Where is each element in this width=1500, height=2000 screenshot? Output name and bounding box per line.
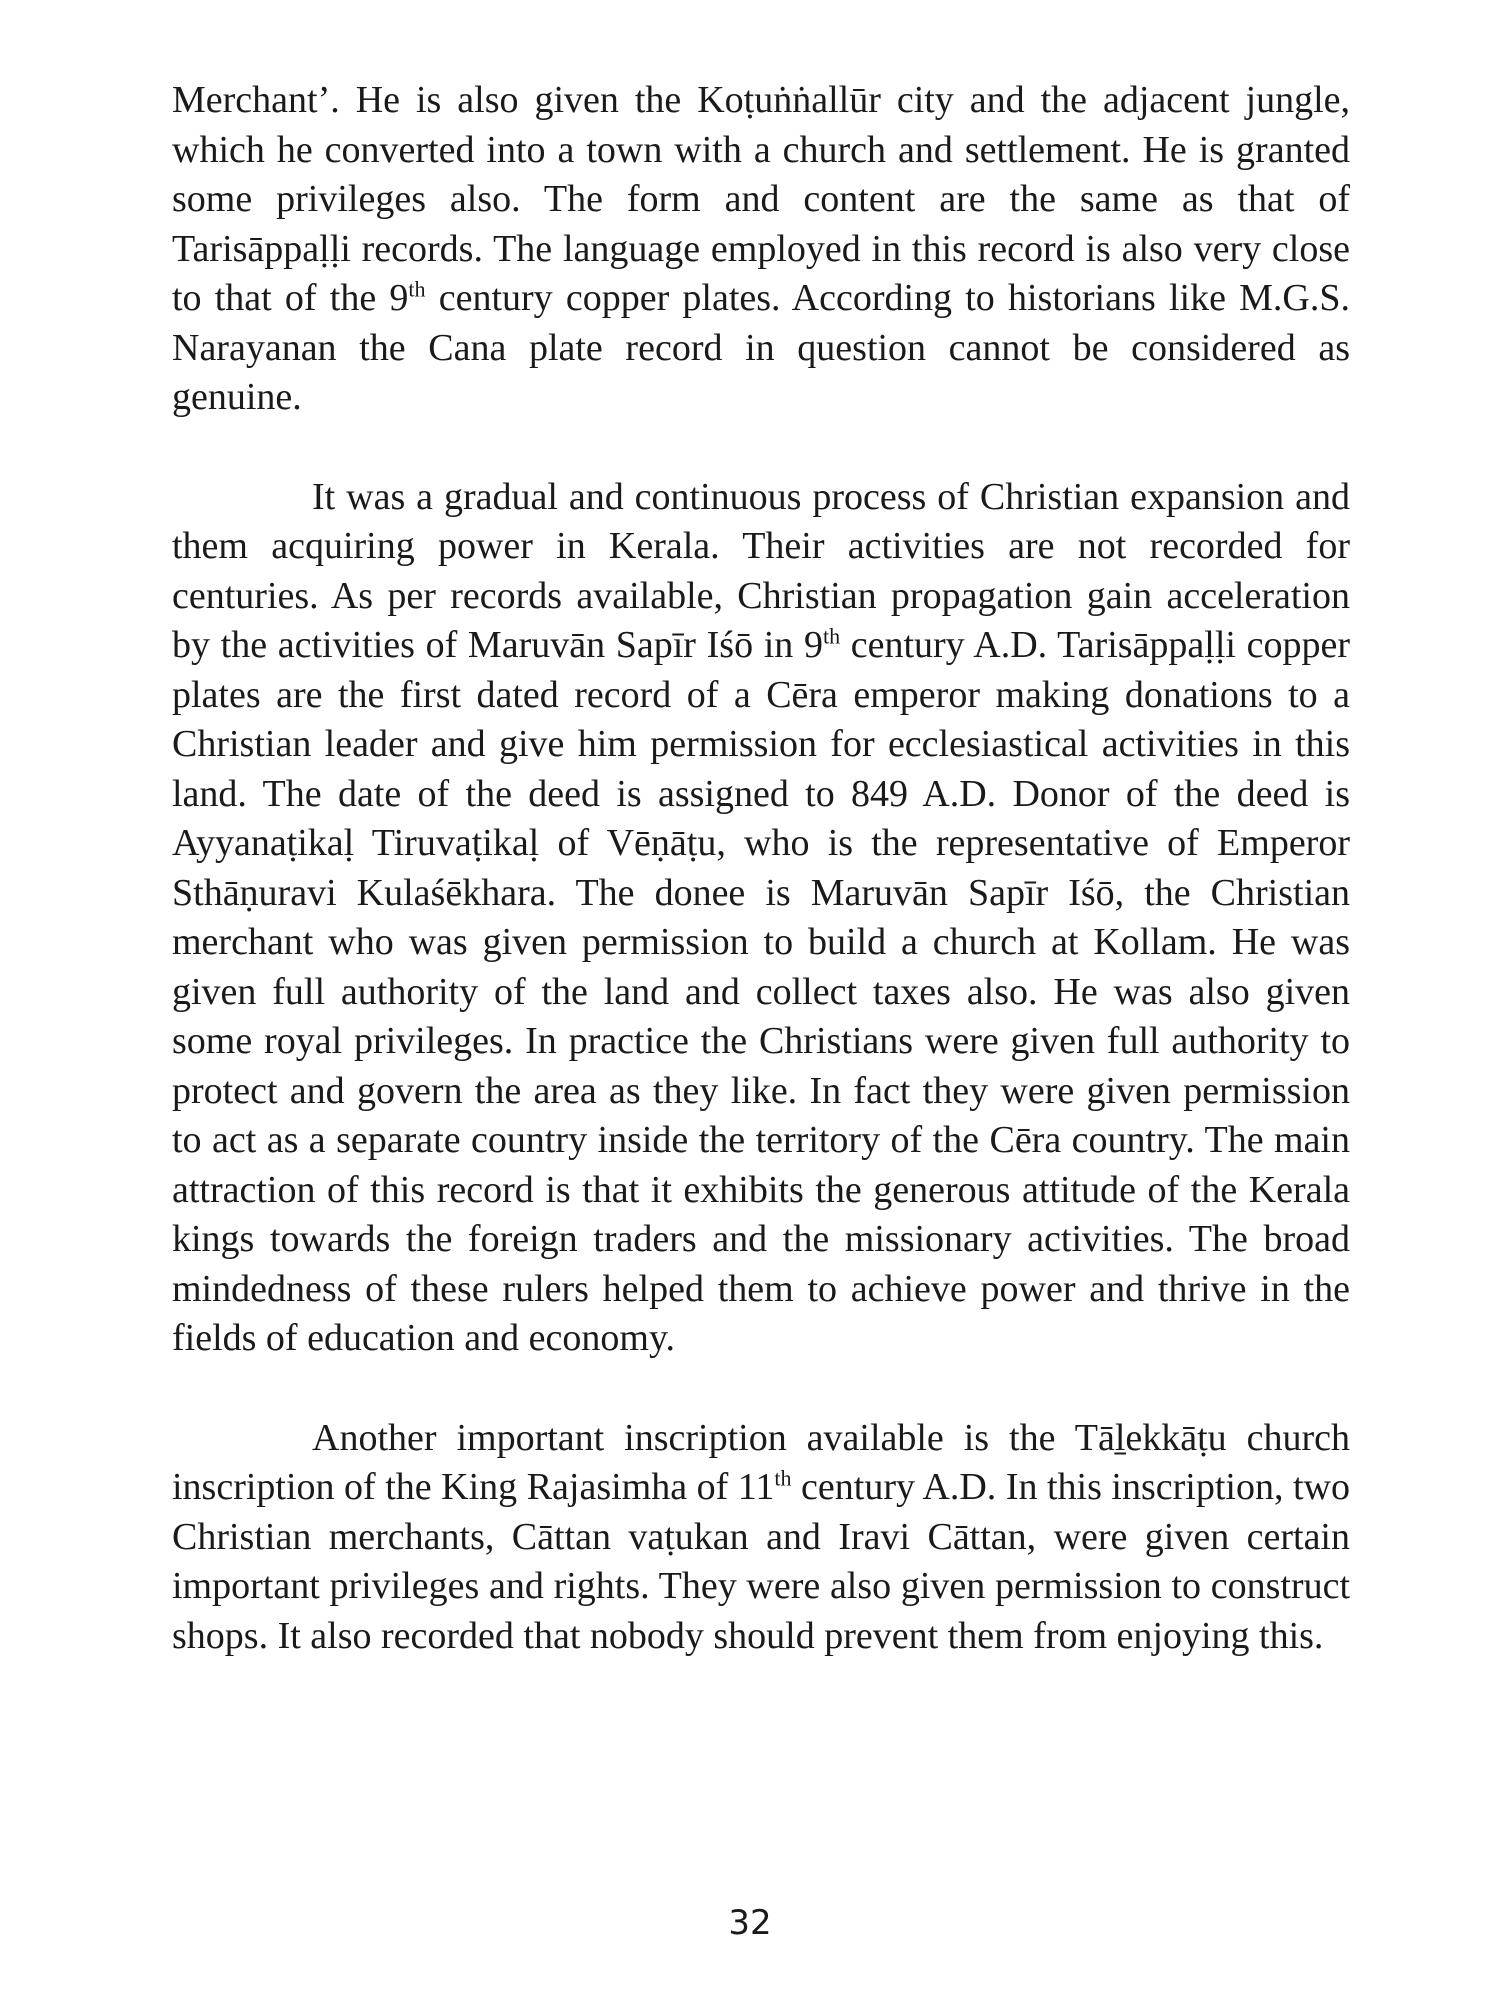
page-number: 32: [728, 1903, 772, 1943]
paragraph-2: [172, 473, 1350, 1364]
paragraph-1-text-a: Merchant’. He is also given the Koṭuṅṅallūr city and the adjacent jungle, which he converted into a town with a church and settlement. He is granted some privileges also. The form and content are the same as that of Tarisāppaḷḷi records. The language employed in this record is also very close to that of the 9: [172, 79, 1350, 319]
paragraph-3-text-b: century A.D. In this inscription, two Christian merchants, Cāttan vaṭukan and Iravi Cāttan, were given certain important privileges and rights. They were also given permission to construct shops. It also recorded that nobody should prevent them from enjoying this.: [172, 1466, 1350, 1657]
paragraph-3: [172, 1414, 1350, 1662]
paragraph-1: [172, 76, 1350, 423]
paragraph-2-text-b: century A.D. Tarisāppaḷḷi copper plates are the first dated record of a Cēra emperor making donations to a Christian leader and give him permission for ecclesiastical activities in this land. The date of the deed is assigned to 849 A.D. Donor of the deed is Ayyanaṭikaḷ Tiruvaṭikaḷ of Vēṇāṭu, who is the representative of Emperor Sthāṇuravi Kulaśēkhara. The donee is Maruvān Sapīr Iśō, the Christian merchant who was given permission to build a church at Kollam. He was given full authority of the land and collect taxes also. He was also given some royal privileges. In practice the Christians were given full authority to protect and govern the area as they like. In fact they were given permission to act as a separate country inside the territory of the Cēra country. The main attraction of this record is that it exhibits the generous attitude of the Kerala kings towards the foreign traders and the missionary activities. The broad mindedness of these rulers helped them to achieve power and thrive in the fields of education and economy.: [172, 624, 1350, 1359]
paragraph-1-text-b: century copper plates. According to historians like M.G.S. Narayanan the Cana plate record in question cannot be considered as genuine.: [172, 277, 1350, 418]
paragraph-1-superscript: th: [408, 276, 426, 302]
paragraph-3-text-a: Another important inscription available is the Tāḻekkāṭu church inscription of the King Rajasimha of 11: [172, 1416, 1350, 1508]
paragraph-2-text-a: It was a gradual and continuous process of Christian expansion and them acquiring power in Kerala. Their activities are not recorded for centuries. As per records available, Christian propagation gain acceleration by the activities of Maruvān Sapīr Iśō in 9: [172, 475, 1350, 666]
paragraph-2-superscript: th: [822, 623, 841, 649]
paragraph-3-superscript: th: [774, 1465, 792, 1491]
document-page: [172, 76, 1350, 1711]
